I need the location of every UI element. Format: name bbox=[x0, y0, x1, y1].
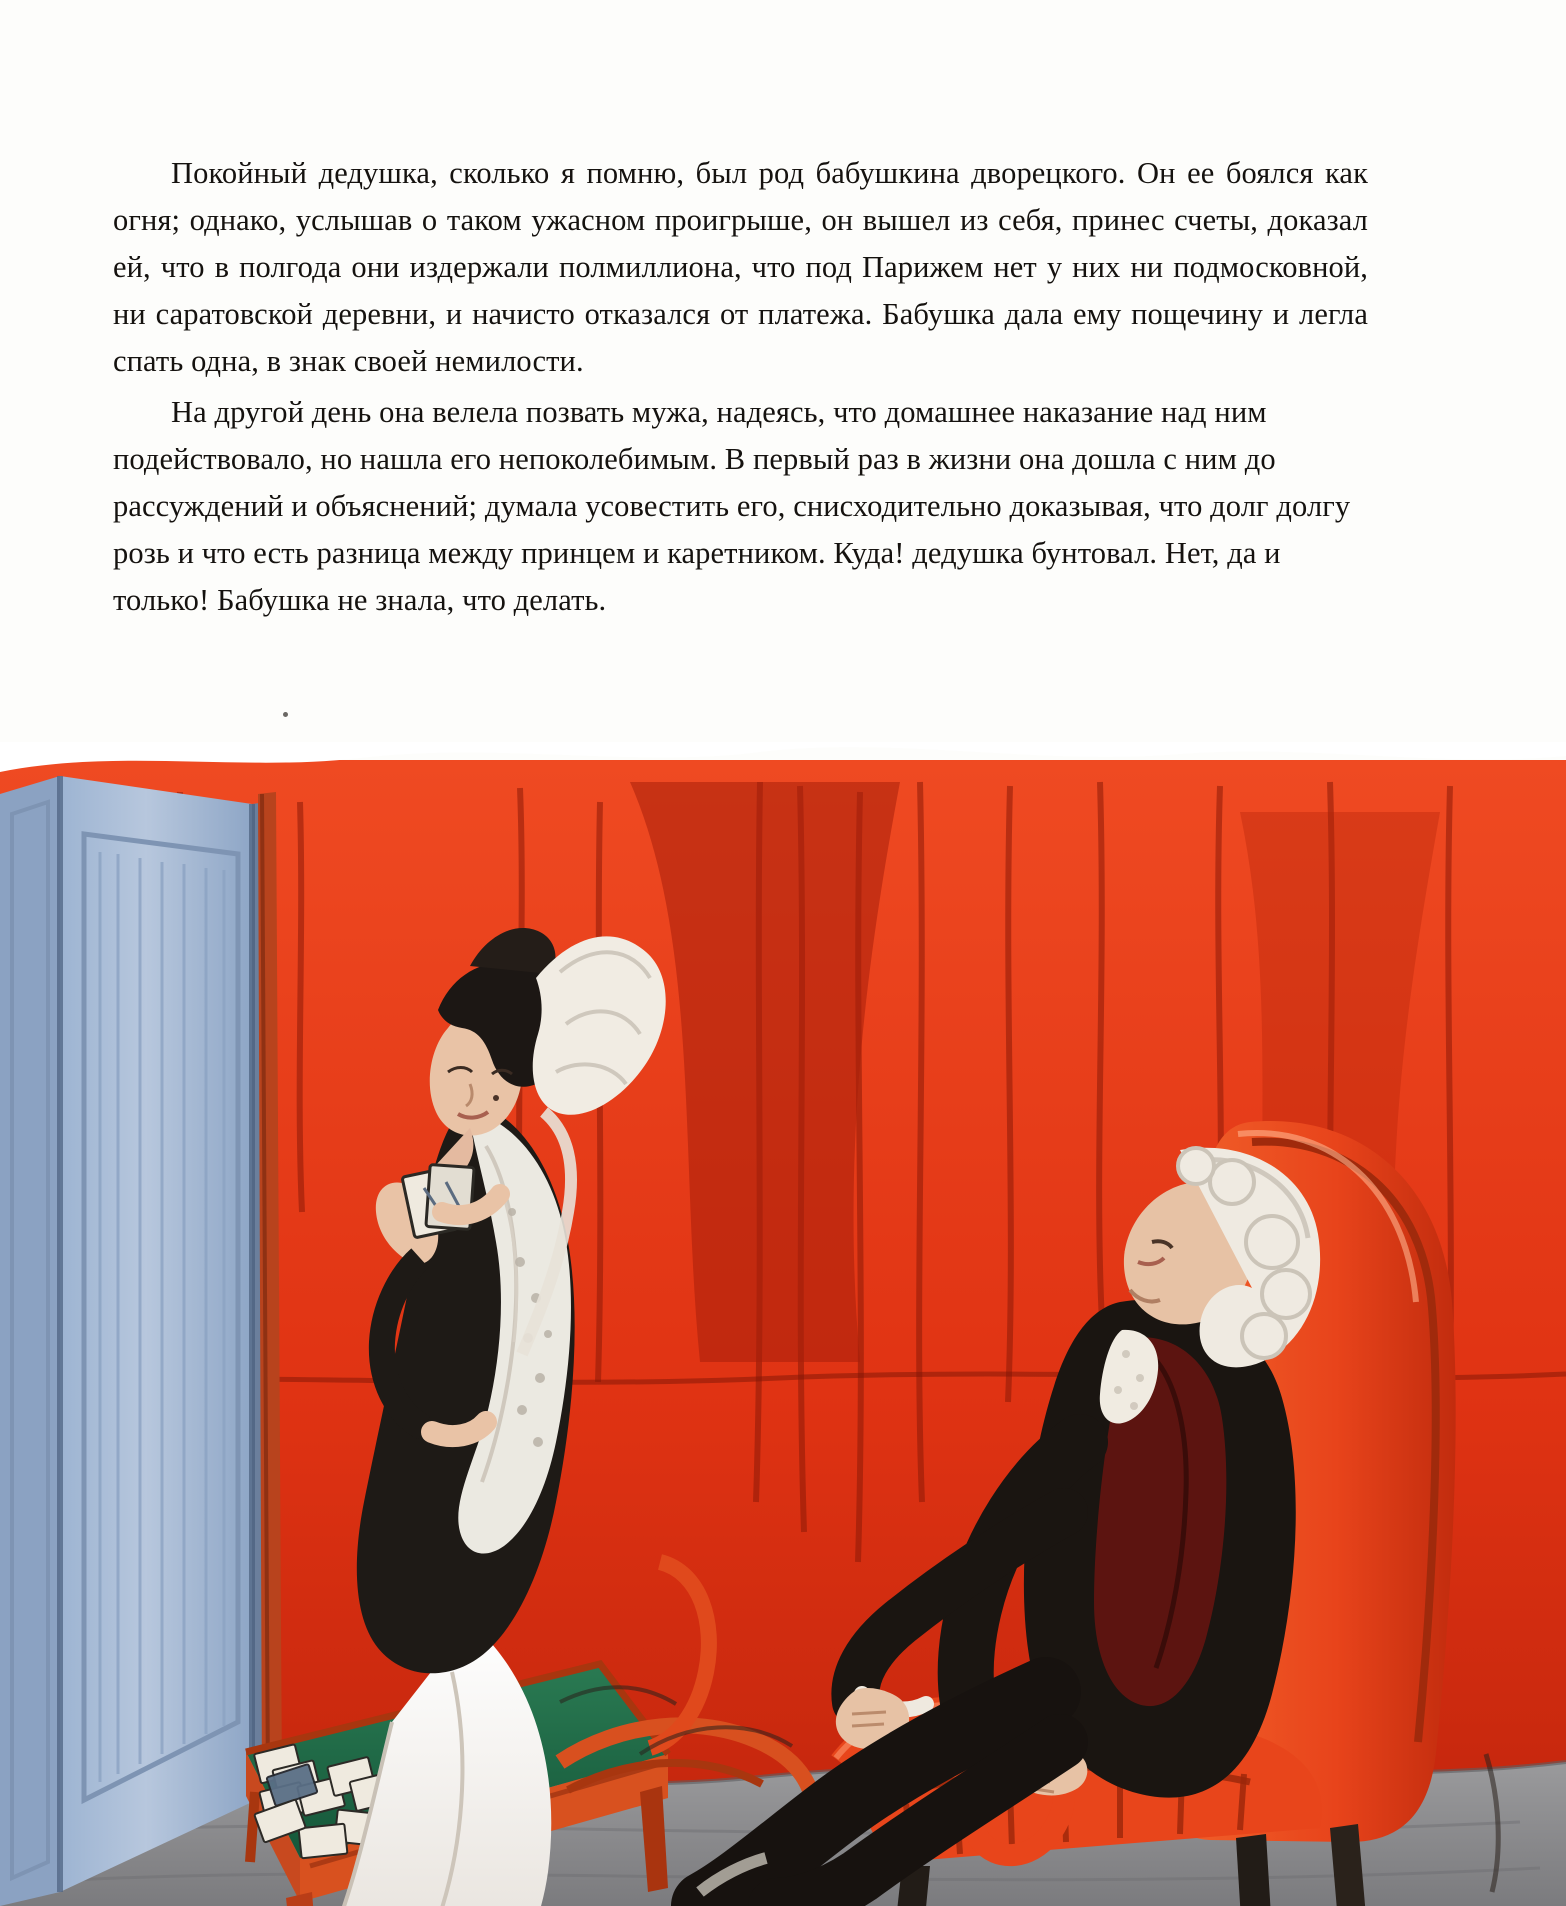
body-text bbox=[113, 150, 1368, 624]
ink-speck bbox=[283, 712, 288, 717]
illustration-artwork bbox=[0, 742, 1566, 1906]
page-illustration bbox=[0, 742, 1566, 1906]
paragraph-2: На другой день она велела позвать мужа, надеясь, что домашнее наказание над ним подействовало, но нашла его непоколебимым. В первый раз в жизни она дошла с ним до рассуждений и объяснений; думала усовестить его, снисходительно доказывая, что долг долгу розь и что есть разница между принцем и каретником. Куда! дедушка бунтовал. Нет, да и только! Бабушка не знала, что делать. bbox=[113, 395, 1351, 617]
paragraph-1: Покойный дедушка, сколько я помню, был род бабушкина дворецкого. Он ее боялся как огня; однако, услышав о таком ужасном проигрыше, он вышел из себя, принес счеты, доказал ей, что в полгода они издержали полмиллиона, что под Парижем нет у них ни подмосковной, ни саратовской деревни, и начисто отказался от платежа. Бабушка дала ему пощечину и легла спать одна, в знак своей немилости. bbox=[113, 156, 1368, 378]
folding-screen bbox=[0, 776, 282, 1906]
